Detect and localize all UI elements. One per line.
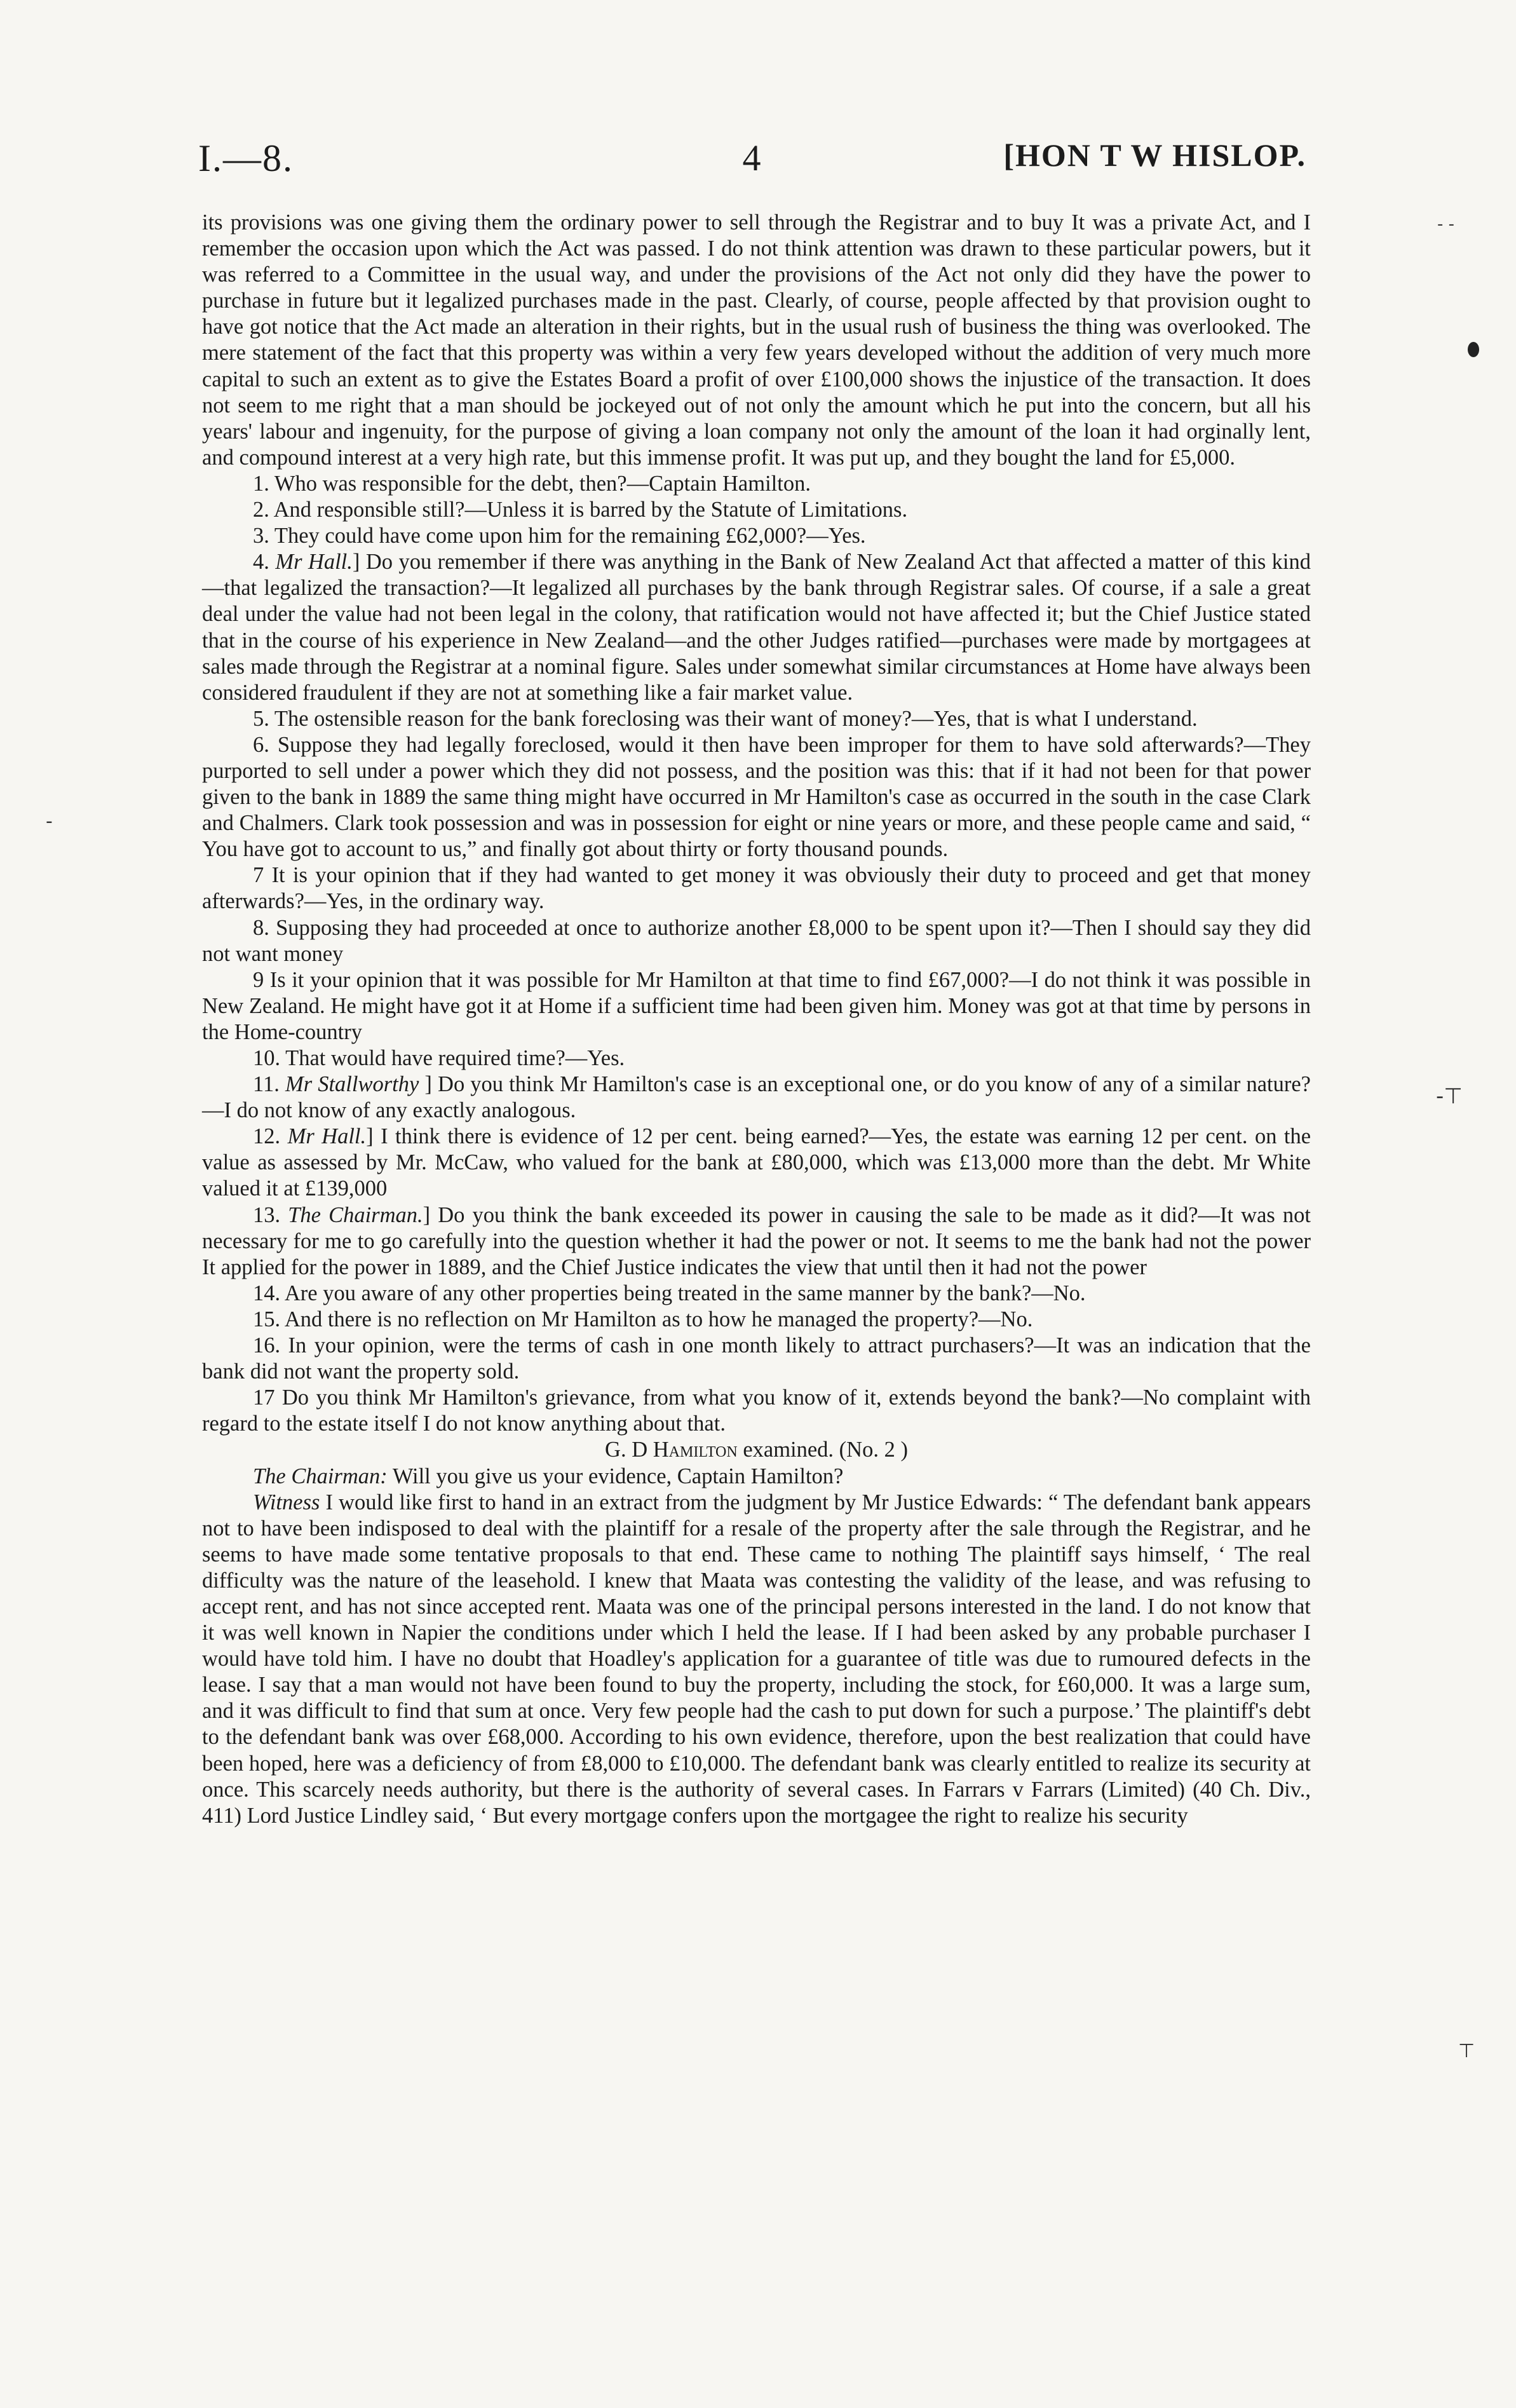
question-1: 1. Who was responsible for the debt, then?—Captain Hamilton.: [253, 471, 811, 496]
question-17: 17 Do you think Mr Hamilton's grievance, from what you know of it, extends beyond the bank?—No complaint with regard to the estate itself I do not know anything about that.: [202, 1385, 1311, 1436]
page-number: 4: [742, 137, 762, 179]
document-reference: I.—8.: [198, 137, 294, 179]
question-3: 3. They could have come upon him for the remaining £62,000?—Yes.: [253, 524, 866, 548]
speaker-name: Mr Stallworthy: [285, 1072, 419, 1097]
speaker-name: The Chairman.: [288, 1202, 423, 1227]
speaker-name: Mr Hall.: [287, 1124, 367, 1149]
question-5: 5. The ostensible reason for the bank foreclosing was their want of money?—Yes, that is what I understand.: [253, 706, 1198, 731]
question-4: 4. Mr Hall.] Do you remember if there was anything in the Bank of New Zealand Act that affected a matter of this kind—that legalized the transaction?—It legalized all purchases by the bank through Registrar sales. Of course, if a sale a great deal under the value had not been legal in the colony, that ratification would not have affected it; but the Chief Justice stated that in the course of his experience in New Zealand—and the other Judges ratified—purchases were made by mortgagees at sales made through the Registrar at a nominal figure. Sales under somewhat similar circumstances at Home have always been considered fraudulent if they are not at something like a fair market value.: [202, 550, 1311, 705]
document-body: [202, 210, 1311, 1829]
speaker-name: Witness: [253, 1490, 320, 1514]
question-6: 6. Suppose they had legally foreclosed, would it then have been improper for them to have sold afterwards?—They purported to sell under a power which they did not possess, and the position was this: that if it had not been for that power given to the bank in 1889 the same thing might have occurred in Mr Hamilton's case as occurred in the south in the case Clark and Chalmers. Clark took possession and was in possession for eight or nine years or more, and these people came and said, “ You have got to account to us,” and finally got about thirty or forty thousand pounds.: [202, 732, 1311, 862]
question-2: 2. And responsible still?—Unless it is barred by the Statute of Limitations.: [253, 498, 908, 522]
question-10: 10. That would have required time?—Yes.: [253, 1046, 625, 1070]
margin-speck: -⊤: [1436, 1084, 1463, 1109]
page-header: [198, 137, 1306, 187]
opening-paragraph: its provisions was one giving them the ordinary power to sell through the Registrar and to buy It was a private Act, and I remember the occasion upon which the Act was passed. I do not think attention was drawn to these particular powers, but it was referred to a Committee in the usual way, and under the provisions of the Act not only did they have the power to purchase in future but it legalized purchases made in the past. Clearly, of course, people affected by that provision ought to have got notice that the Act made an alteration in their rights, but in the usual rush of business the thing was overlooked. The mere statement of the fact that this property was within a very few years developed without the addition of very much more capital to such an extent as to give the Estates Board a profit of over £100,000 shows the injustice of the transaction. It does not seem to me right that a man should be jockeyed out of not only the amount which he put into the concern, but all his years' labour and ingenuity, for the purpose of giving a loan company not only the amount of the loan it had orginally lent, and compound interest at a very high rate, but this immense profit. It was put up, and they bought the land for £5,000.: [202, 210, 1311, 470]
margin-speck: ⊤: [1458, 2040, 1475, 2062]
question-8: 8. Supposing they had proceeded at once to authorize another £8,000 to be spent upon it?—Then I should say they did not want money: [202, 915, 1311, 966]
margin-speck: ‐ ‐: [1437, 215, 1455, 234]
question-9: 9 Is it your opinion that it was possible for Mr Hamilton at that time to find £67,000?—I do not think it was possible in New Zealand. He might have got it at Home if a sufficient time had been given him. Money was got at that time by persons in the Home-country: [202, 967, 1311, 1044]
speaker-name: The Chairman:: [253, 1464, 388, 1488]
running-head: [HON T W HISLOP.: [1003, 137, 1306, 173]
margin-dot: [1468, 342, 1479, 357]
question-7: 7 It is your opinion that if they had wanted to get money it was obviously their duty to proceed and get that money afterwards?—Yes, in the ordinary way.: [202, 863, 1311, 914]
speaker-name: Mr Hall.: [275, 550, 353, 575]
chairman-question: The Chairman: Will you give us your evidence, Captain Hamilton?: [253, 1464, 844, 1488]
section-heading: G. D Hamilton examined. (No. 2 ): [605, 1438, 908, 1462]
question-16: 16. In your opinion, were the terms of cash in one month likely to attract purchasers?—It was an indication that the bank did not want the property sold.: [202, 1333, 1311, 1384]
witness-statement: Witness I would like first to hand in an extract from the judgment by Mr Justice Edwards: “ The defendant bank appears not to have been indisposed to deal with the plaintiff for a resale of the property after the sale through the Registrar, and he seems to have made some tentative proposals to that end. These came to nothing The plaintiff says himself, ‘ The real difficulty was the nature of the leasehold. I knew that Maata was contesting the validity of the lease, and was refusing to accept rent, and has not since accepted rent. Maata was one of the principal persons interested in the land. I do not know that it was well known in Napier the conditions under which I held the lease. If I had been asked by any probable purchaser I would have told him. I have no doubt that Hoadley's application for a guarantee of title was due to rumoured defects in the lease. I say that a man would not have been found to buy the property, including the stock, for £60,000. It was a large sum, and it was difficult to find that sum at once. Very few people had the cash to put down for such a purpose.’ The plaintiff's debt to the defendant bank was over £68,000. According to his own evidence, therefore, upon the best realization that could have been hoped, here was a deficiency of from £8,000 to £10,000. The defendant bank was clearly entitled to realize its security at once. This scarcely needs authority, but there is the authority of several cases. In Farrars v Farrars (Limited) (40 Ch. Div., 411) Lord Justice Lindley said, ‘ But every mortgage confers upon the mortgagee the right to realize his security: [202, 1490, 1311, 1828]
question-12: 12. Mr Hall.] I think there is evidence of 12 per cent. being earned?—Yes, the estate was earning 12 per cent. on the value as assessed by Mr. McCaw, who valued for the bank at £80,000, which was £13,000 more than the debt. Mr White valued it at £139,000: [202, 1124, 1311, 1201]
question-13: 13. The Chairman.] Do you think the bank exceeded its power in causing the sale to be made as it did?—It was not necessary for me to go carefully into the question whether it had the power or not. It seems to me the bank had not the power It applied for the power in 1889, and the Chief Justice indicates the view that until then it had not the power: [202, 1202, 1311, 1279]
question-15: 15. And there is no reflection on Mr Hamilton as to how he managed the property?—No.: [253, 1307, 1033, 1331]
margin-speck: ‐: [46, 810, 53, 833]
question-11: 11. Mr Stallworthy ] Do you think Mr Hamilton's case is an exceptional one, or do you know of any of a similar nature?—I do not know of any exactly analogous.: [202, 1072, 1311, 1123]
question-14: 14. Are you aware of any other properties being treated in the same manner by the bank?—No.: [253, 1281, 1086, 1305]
